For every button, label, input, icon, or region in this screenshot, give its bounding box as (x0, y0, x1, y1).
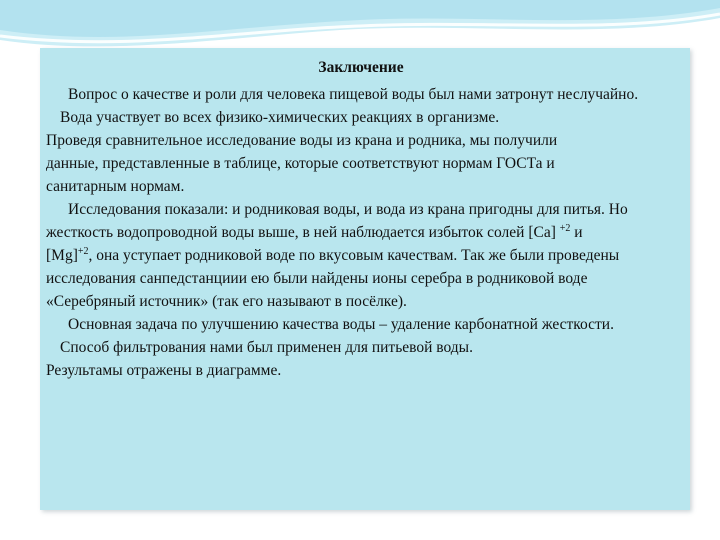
paragraph-13: Результамы отражены в диаграмме. (46, 362, 282, 379)
paragraph-10: «Серебряный источник» (так его называют в посёлке). (46, 293, 407, 310)
calcium-charge: +2 (559, 222, 571, 234)
paragraph-1: Вопрос о качестве и роли для человека пищевой воды был нами затронут неслучайно. (68, 86, 639, 103)
top-wave-accent (0, 0, 720, 37)
paragraph-7-conj: и (574, 224, 583, 241)
slide-content (46, 56, 676, 382)
paragraph-7 (46, 221, 676, 244)
paragraph-7-text: жесткость водопроводной воды выше, в ней наблюдается избыток солей [Ca] (46, 224, 556, 241)
paragraph-11: Основная задача по улучшению качества воды – удаление карбонатной жесткости. (68, 316, 614, 333)
magnesium-charge: +2 (77, 245, 89, 257)
slide-title: Заключение (318, 59, 404, 76)
paragraph-8 (46, 244, 676, 267)
paragraph-4: данные, представленные в таблице, которые соответствуют нормам ГОСТа и (46, 155, 555, 172)
magnesium-label: [Mg] (46, 247, 78, 264)
paragraph-8-text: , она уступает родниковой воде по вкусовым качествам. Так же были проведены (88, 247, 620, 264)
paragraph-2: Вода участвует во всех физико-химических реакциях в организме. (60, 109, 500, 126)
paragraph-9: исследования санпедстанциии ею были найдены ионы серебра в родниковой воде (46, 270, 588, 287)
paragraph-12: Способ фильтрования нами был применен для питьевой воды. (60, 339, 473, 356)
paragraph-5: санитарным нормам. (46, 178, 185, 195)
paragraph-6: Исследования показали: и родниковая воды, и вода из крана пригодны для питья. Но (68, 201, 628, 218)
paragraph-3: Проведя сравнительное исследование воды из крана и родника, мы получили (46, 132, 558, 149)
